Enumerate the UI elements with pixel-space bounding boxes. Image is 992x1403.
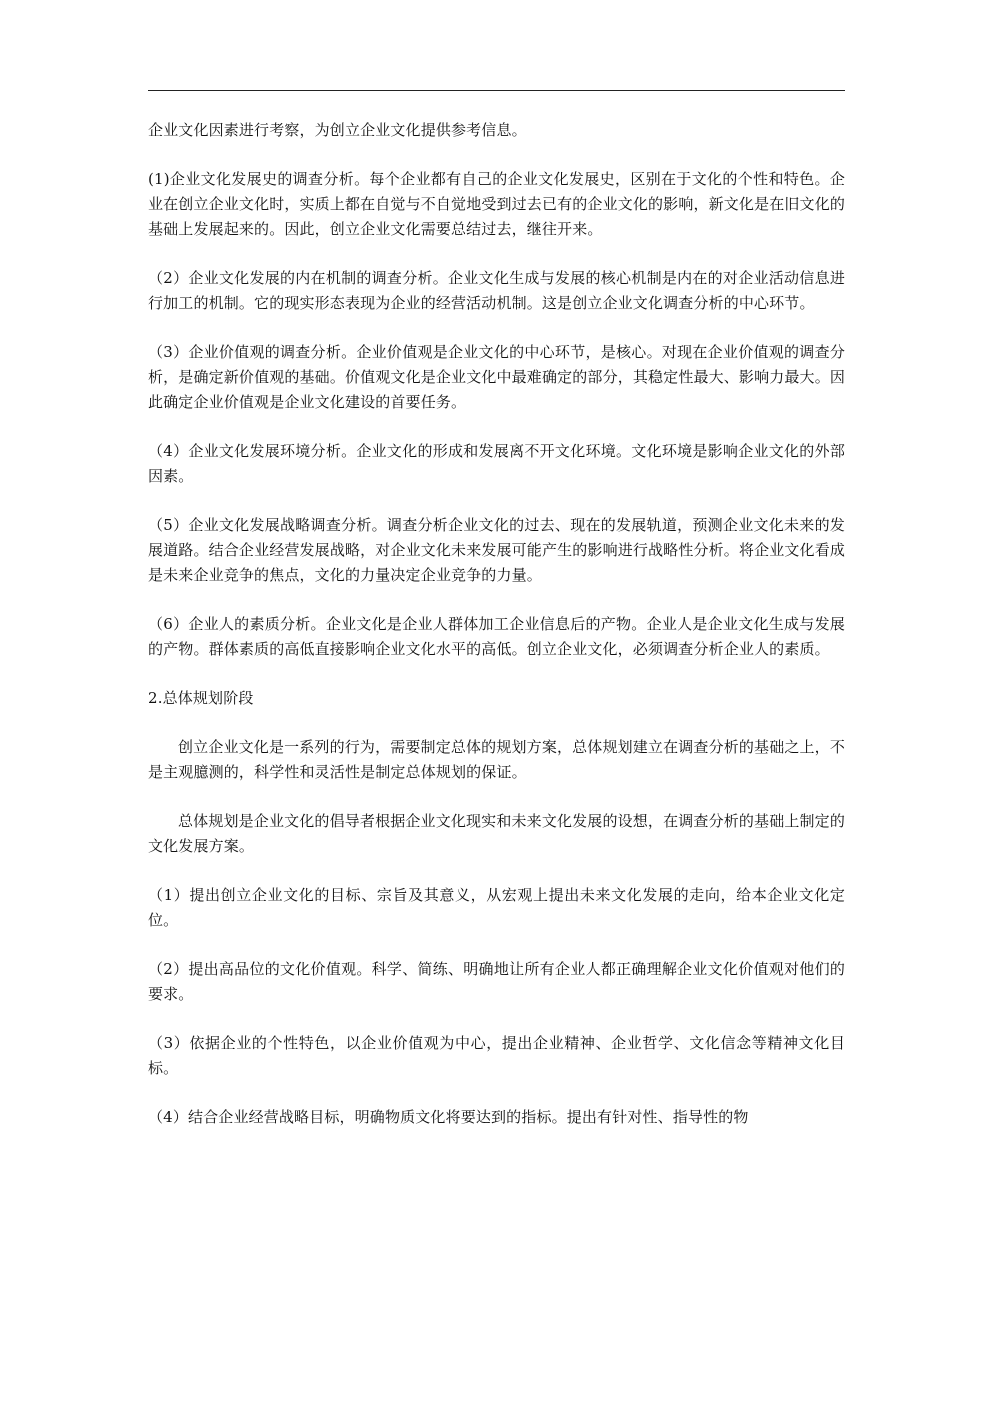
paragraph: （3）依据企业的个性特色，以企业价值观为中心，提出企业精神、企业哲学、文化信念等精神文化目标。 bbox=[148, 1034, 845, 1077]
paragraph: （5）企业文化发展战略调查分析。调查分析企业文化的过去、现在的发展轨道，预测企业文化未来的发展道路。结合企业经营发展战略，对企业文化未来发展可能产生的影响进行战略性分析。将企业文化看成是未来企业竞争的焦点，文化的力量决定企业竞争的力量。 bbox=[148, 516, 845, 584]
paragraph: （3）企业价值观的调查分析。企业价值观是企业文化的中心环节，是核心。对现在企业价值观的调查分析，是确定新价值观的基础。价值观文化是企业文化中最难确定的部分，其稳定性最大、影响力最大。因此确定企业价值观是企业文化建设的首要任务。 bbox=[148, 343, 845, 411]
document-body bbox=[148, 118, 845, 1154]
section-heading: 2.总体规划阶段 bbox=[148, 689, 254, 707]
paragraph: 企业文化因素进行考察，为创立企业文化提供参考信息。 bbox=[148, 121, 527, 139]
paragraph: 创立企业文化是一系列的行为，需要制定总体的规划方案，总体规划建立在调查分析的基础之上，不是主观臆测的，科学性和灵活性是制定总体规划的保证。 bbox=[148, 738, 845, 781]
paragraph: （6）企业人的素质分析。企业文化是企业人群体加工企业信息后的产物。企业人是企业文化生成与发展的产物。群体素质的高低直接影响企业文化水平的高低。创立企业文化，必须调查分析企业人的素质。 bbox=[148, 615, 845, 658]
header-rule bbox=[148, 90, 845, 91]
paragraph: （4）企业文化发展环境分析。企业文化的形成和发展离不开文化环境。文化环境是影响企业文化的外部因素。 bbox=[148, 442, 845, 485]
paragraph: （1）提出创立企业文化的目标、宗旨及其意义，从宏观上提出未来文化发展的走向，给本企业文化定位。 bbox=[148, 886, 845, 929]
paragraph: （2）提出高品位的文化价值观。科学、简练、明确地让所有企业人都正确理解企业文化价值观对他们的要求。 bbox=[148, 960, 845, 1003]
paragraph: 总体规划是企业文化的倡导者根据企业文化现实和未来文化发展的设想，在调查分析的基础上制定的文化发展方案。 bbox=[148, 812, 845, 855]
paragraph: （4）结合企业经营战略目标，明确物质文化将要达到的指标。提出有针对性、指导性的物 bbox=[148, 1108, 749, 1126]
paragraph: （2）企业文化发展的内在机制的调查分析。企业文化生成与发展的核心机制是内在的对企业活动信息进行加工的机制。它的现实形态表现为企业的经营活动机制。这是创立企业文化调查分析的中心环节。 bbox=[148, 269, 845, 312]
paragraph: (1)企业文化发展史的调查分析。每个企业都有自己的企业文化发展史，区别在于文化的个性和特色。企业在创立企业文化时，实质上都在自觉与不自觉地受到过去已有的企业文化的影响，新文化是在旧文化的基础上发展起来的。因此，创立企业文化需要总结过去，继往开来。 bbox=[148, 170, 845, 238]
